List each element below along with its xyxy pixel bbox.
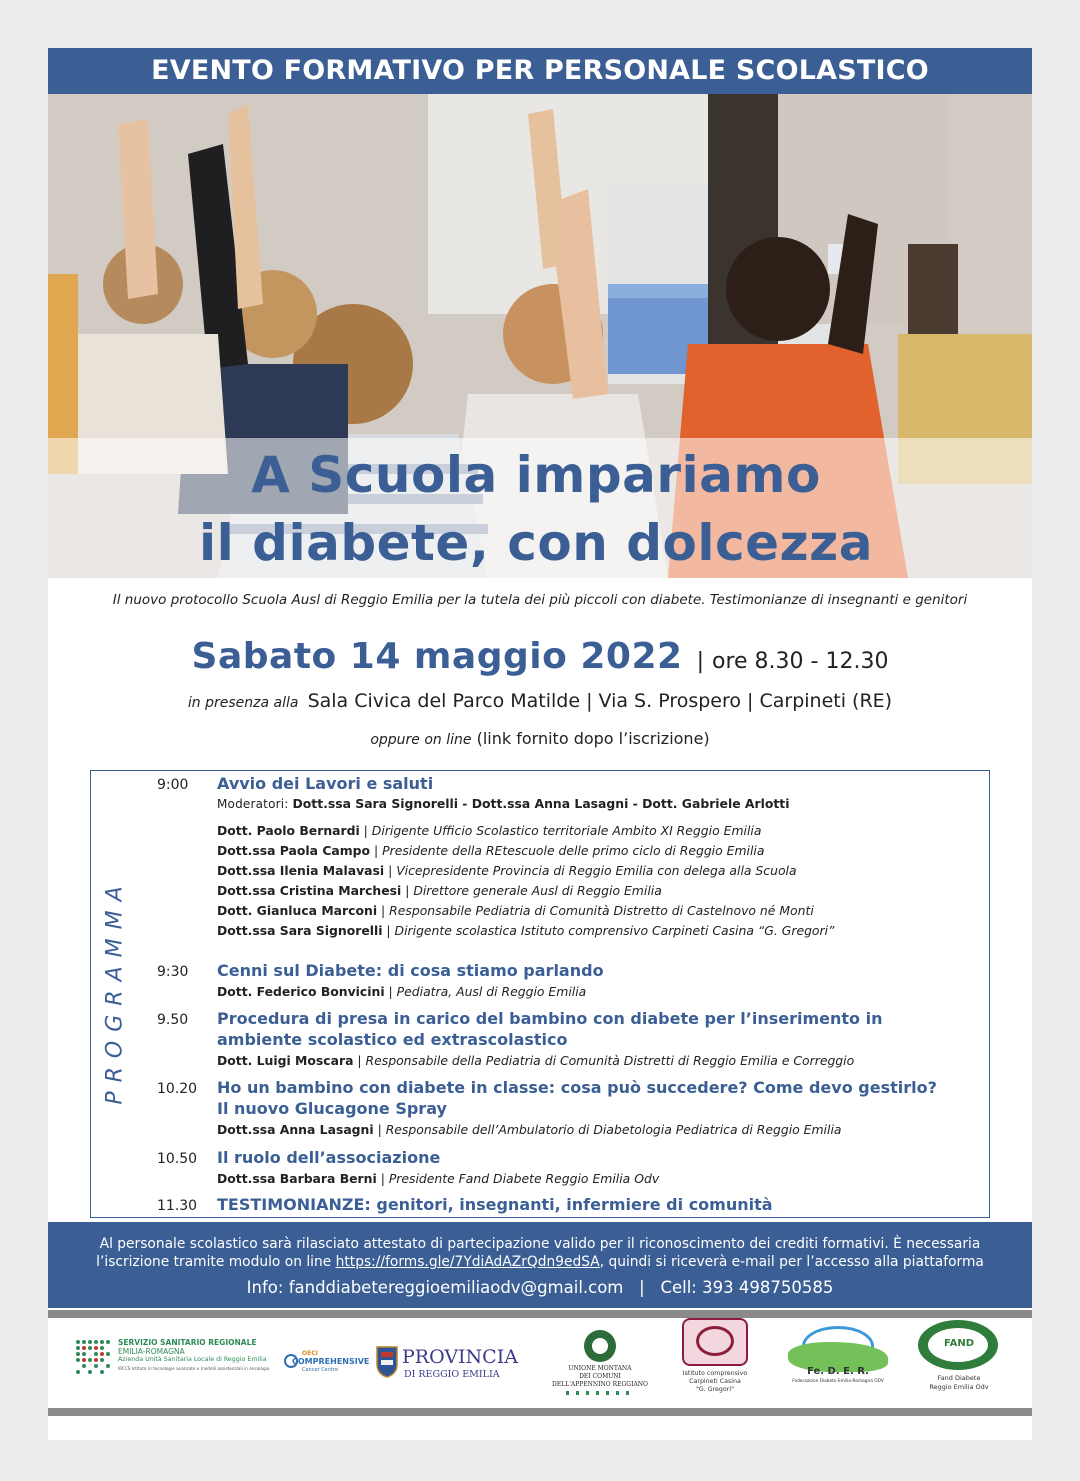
item-time: 9:30 — [157, 964, 189, 980]
speaker-line: Dott.ssa Cristina Marchesi | Direttore generale Ausl di Reggio Emilia — [217, 883, 662, 898]
item-title-cont: ambiente scolastico ed extrascolastico — [217, 1030, 568, 1049]
event-date: Sabato 14 maggio 2022 — [191, 636, 683, 677]
speaker-line: Dott.ssa Anna Lasagni | Responsabile dell’Ambulatorio di Diabetologia Pediatrica di Reggio Emilia — [217, 1122, 842, 1137]
item-title: Procedura di presa in carico del bambino con diabete per l’inserimento in — [217, 1009, 883, 1028]
item-title: Avvio dei Lavori e saluti — [217, 774, 434, 793]
event-date-line — [48, 636, 1032, 677]
ssr-dots-icon — [74, 1338, 114, 1378]
venue-line — [48, 690, 1032, 712]
istituto-comprensivo-logo: Istituto comprensivo Carpineti Casina "G. Gregori" — [670, 1318, 760, 1400]
fand-logo: FAND Fand Diabete Reggio Emilia Odv — [914, 1320, 1004, 1400]
speaker-line: Dott.ssa Sara Signorelli | Dirigente scolastica Istituto comprensivo Carpineti Casina “G. Gregori” — [217, 923, 835, 938]
item-title: Il ruolo dell’associazione — [217, 1148, 441, 1167]
online-prefix: oppure on line — [370, 732, 472, 748]
speaker-line: Dott. Luigi Moscara | Responsabile della Pediatria di Comunità Distretti di Reggio Emilia e Correggio — [217, 1053, 855, 1068]
online-note: (link fornito dopo l’iscrizione) — [476, 729, 710, 748]
info-text-line-2: l’iscrizione tramite modulo on line https://forms.gle/7YdiAdAZrQdn9edSA, quindi si riceverà e-mail per l’accesso alla piattaforma — [96, 1254, 984, 1270]
item-time: 10.50 — [157, 1151, 198, 1167]
ssr-logo: SERVIZIO SANITARIO REGIONALE EMILIA-ROMAGNA Azienda Unità Sanitaria Locale di Reggio Emilia IRCCS Istituto in tecnologie avanzate e modelli assistenziali in oncologia — [74, 1336, 274, 1384]
moderators-line: Moderatori: Dott.ssa Sara Signorelli - Dott.ssa Anna Lasagni - Dott. Gabriele Arlotti — [217, 796, 790, 811]
speaker-line: Dott. Gianluca Marconi | Responsabile Pediatria di Comunità Distretto di Castelnovo né Monti — [217, 903, 814, 918]
contact-line: Info: fanddiabetereggioemiliaodv@gmail.com | Cell: 393 498750585 — [246, 1278, 834, 1297]
speaker-line: Dott.ssa Ilenia Malavasi | Vicepresidente Provincia di Reggio Emilia con delega alla Scuola — [217, 863, 797, 878]
item-title: Cenni sul Diabete: di cosa stiamo parlando — [217, 961, 604, 980]
item-title: Ho un bambino con diabete in classe: cosa può succedere? Come devo gestirlo? — [217, 1078, 937, 1097]
divider — [48, 1310, 1032, 1318]
speaker-line: Dott.ssa Barbara Berni | Presidente Fand Diabete Reggio Emilia Odv — [217, 1171, 660, 1186]
item-time: 11.30 — [157, 1198, 198, 1214]
registration-link[interactable]: https://forms.gle/7YdiAdAZrQdn9edSA — [335, 1254, 600, 1270]
venue-prefix: in presenza alla — [187, 695, 299, 711]
event-flyer — [48, 48, 1032, 1440]
provincia-logo: PROVINCIA DI REGGIO EMILIA — [376, 1342, 516, 1386]
date-separator: | — [696, 649, 704, 674]
item-time: 9:00 — [157, 777, 189, 793]
speaker-line: Dott.ssa Paola Campo | Presidente della REtescuole delle primo ciclo di Reggio Emilia — [217, 843, 765, 858]
main-title-line-1: A Scuola impariamo — [251, 446, 821, 504]
divider — [48, 1408, 1032, 1416]
contact-email[interactable]: Info: fanddiabetereggioemiliaodv@gmail.com — [246, 1278, 624, 1297]
program-box — [90, 770, 990, 1218]
contact-phone[interactable]: Cell: 393 498750585 — [660, 1278, 834, 1297]
event-time: ore 8.30 - 12.30 — [712, 649, 889, 674]
venue: Sala Civica del Parco Matilde | Via S. Prospero | Carpineti (RE) — [307, 690, 893, 712]
info-bar — [48, 1222, 1032, 1308]
coat-of-arms-icon — [376, 1344, 398, 1378]
online-line — [48, 729, 1032, 748]
oeci-logo: OECI COMPREHENSIVE Cancer Centre — [284, 1350, 354, 1378]
speaker-line: Dott. Federico Bonvicini | Pediatra, Ausl di Reggio Emilia — [217, 984, 587, 999]
item-time: 10.20 — [157, 1081, 198, 1097]
info-text-line-1: Al personale scolastico sarà rilasciato attestato di partecipazione valido per il riconoscimento dei crediti formativi. È necessaria — [99, 1236, 981, 1252]
event-banner: EVENTO FORMATIVO PER PERSONALE SCOLASTICO — [48, 48, 1032, 94]
main-title-line-2: il diabete, con dolcezza — [198, 514, 874, 572]
program-label: PROGRAMMA — [102, 877, 128, 1105]
speaker-line: Dott. Paolo Bernardi | Dirigente Ufficio Scolastico territoriale Ambito XI Reggio Emilia — [217, 823, 762, 838]
item-title: TESTIMONIANZE: genitori, insegnanti, infermiere di comunità — [217, 1195, 773, 1214]
subtitle: Il nuovo protocollo Scuola Ausl di Reggio Emilia per la tutela dei più piccoli con diabete. Testimonianze di insegnanti e genitori — [112, 592, 968, 608]
unione-montana-logo: UNIONE MONTANA DEI COMUNI DELL'APPENNINO REGGIANO — [548, 1330, 652, 1400]
item-time: 9.50 — [157, 1012, 189, 1028]
feder-logo: Fe. D. E. R. Federazione Diabete Emilia-Romagna ODV — [782, 1326, 894, 1390]
item-title-cont: Il nuovo Glucagone Spray — [217, 1099, 447, 1118]
